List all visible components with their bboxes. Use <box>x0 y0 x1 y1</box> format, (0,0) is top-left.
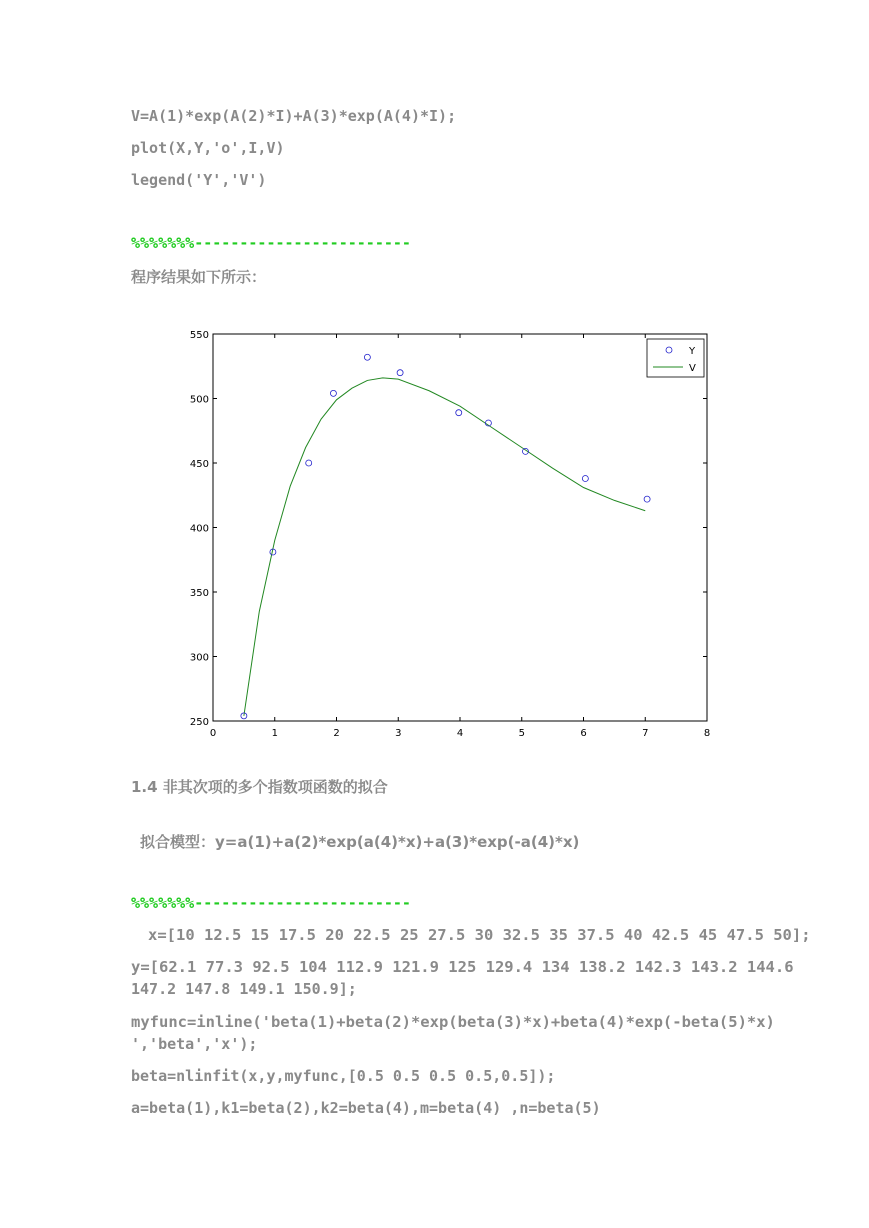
x-tick-label: 1 <box>271 728 278 739</box>
code-line-plot: plot(X,Y,'o',I,V) <box>131 139 285 157</box>
legend-label-y: Y <box>689 346 696 357</box>
y-tick-label: 550 <box>189 330 209 341</box>
section-heading: 1.4 非其次项的多个指数项函数的拟合 <box>131 778 388 796</box>
y-tick-label: 350 <box>189 588 209 599</box>
x-tick-label: 6 <box>580 728 587 739</box>
y-tick-label: 500 <box>189 394 209 406</box>
y-tick-label: 300 <box>189 652 209 664</box>
code-line-y2: 147.2 147.8 149.1 150.9]; <box>131 980 357 998</box>
x-tick-label: 8 <box>703 728 711 739</box>
x-tick-label: 7 <box>642 728 649 739</box>
code-line-legend: legend('Y','V') <box>131 171 267 189</box>
code-line-beta: beta=nlinfit(x,y,myfunc,[0.5 0.5 0.5 0.5,0.5]); <box>131 1067 556 1085</box>
code-line-x: x=[10 12.5 15 17.5 20 22.5 25 27.5 30 32.5 35 37.5 40 42.5 45 47.5 50]; <box>148 926 811 944</box>
x-tick-label: 4 <box>456 728 464 739</box>
code-line-myfunc2: ','beta','x'); <box>131 1035 258 1053</box>
x-tick-label: 0 <box>209 728 217 739</box>
code-line-myfunc1: myfunc=inline('beta(1)+beta(2)*exp(beta(3)*x)+beta(4)*exp(-beta(5)*x) <box>131 1013 775 1031</box>
separator-bottom: %%%%%%%------------------------ <box>131 894 411 912</box>
x-tick-label: 5 <box>518 728 525 739</box>
model-text: 拟合模型：y=a(1)+a(2)*exp(a(4)*x)+a(3)*exp(-a(4)*x) <box>140 833 580 851</box>
y-tick-label: 400 <box>189 523 209 535</box>
x-tick-label: 3 <box>395 728 402 739</box>
legend-label-v: V <box>689 363 696 374</box>
code-line-v: V=A(1)*exp(A(2)*I)+A(3)*exp(A(4)*I); <box>131 107 457 125</box>
separator-top: %%%%%%%------------------------ <box>131 234 411 252</box>
x-tick-label: 2 <box>333 728 340 739</box>
fit-chart <box>180 322 720 747</box>
result-caption: 程序结果如下所示： <box>131 268 267 286</box>
y-tick-label: 450 <box>189 459 209 470</box>
code-line-y1: y=[62.1 77.3 92.5 104 112.9 121.9 125 129.4 134 138.2 142.3 143.2 144.6 <box>131 958 794 976</box>
code-line-a: a=beta(1),k1=beta(2),k2=beta(4),m=beta(4) ,n=beta(5) <box>131 1099 601 1117</box>
plot-frame <box>213 334 707 721</box>
y-tick-label: 250 <box>189 717 209 728</box>
